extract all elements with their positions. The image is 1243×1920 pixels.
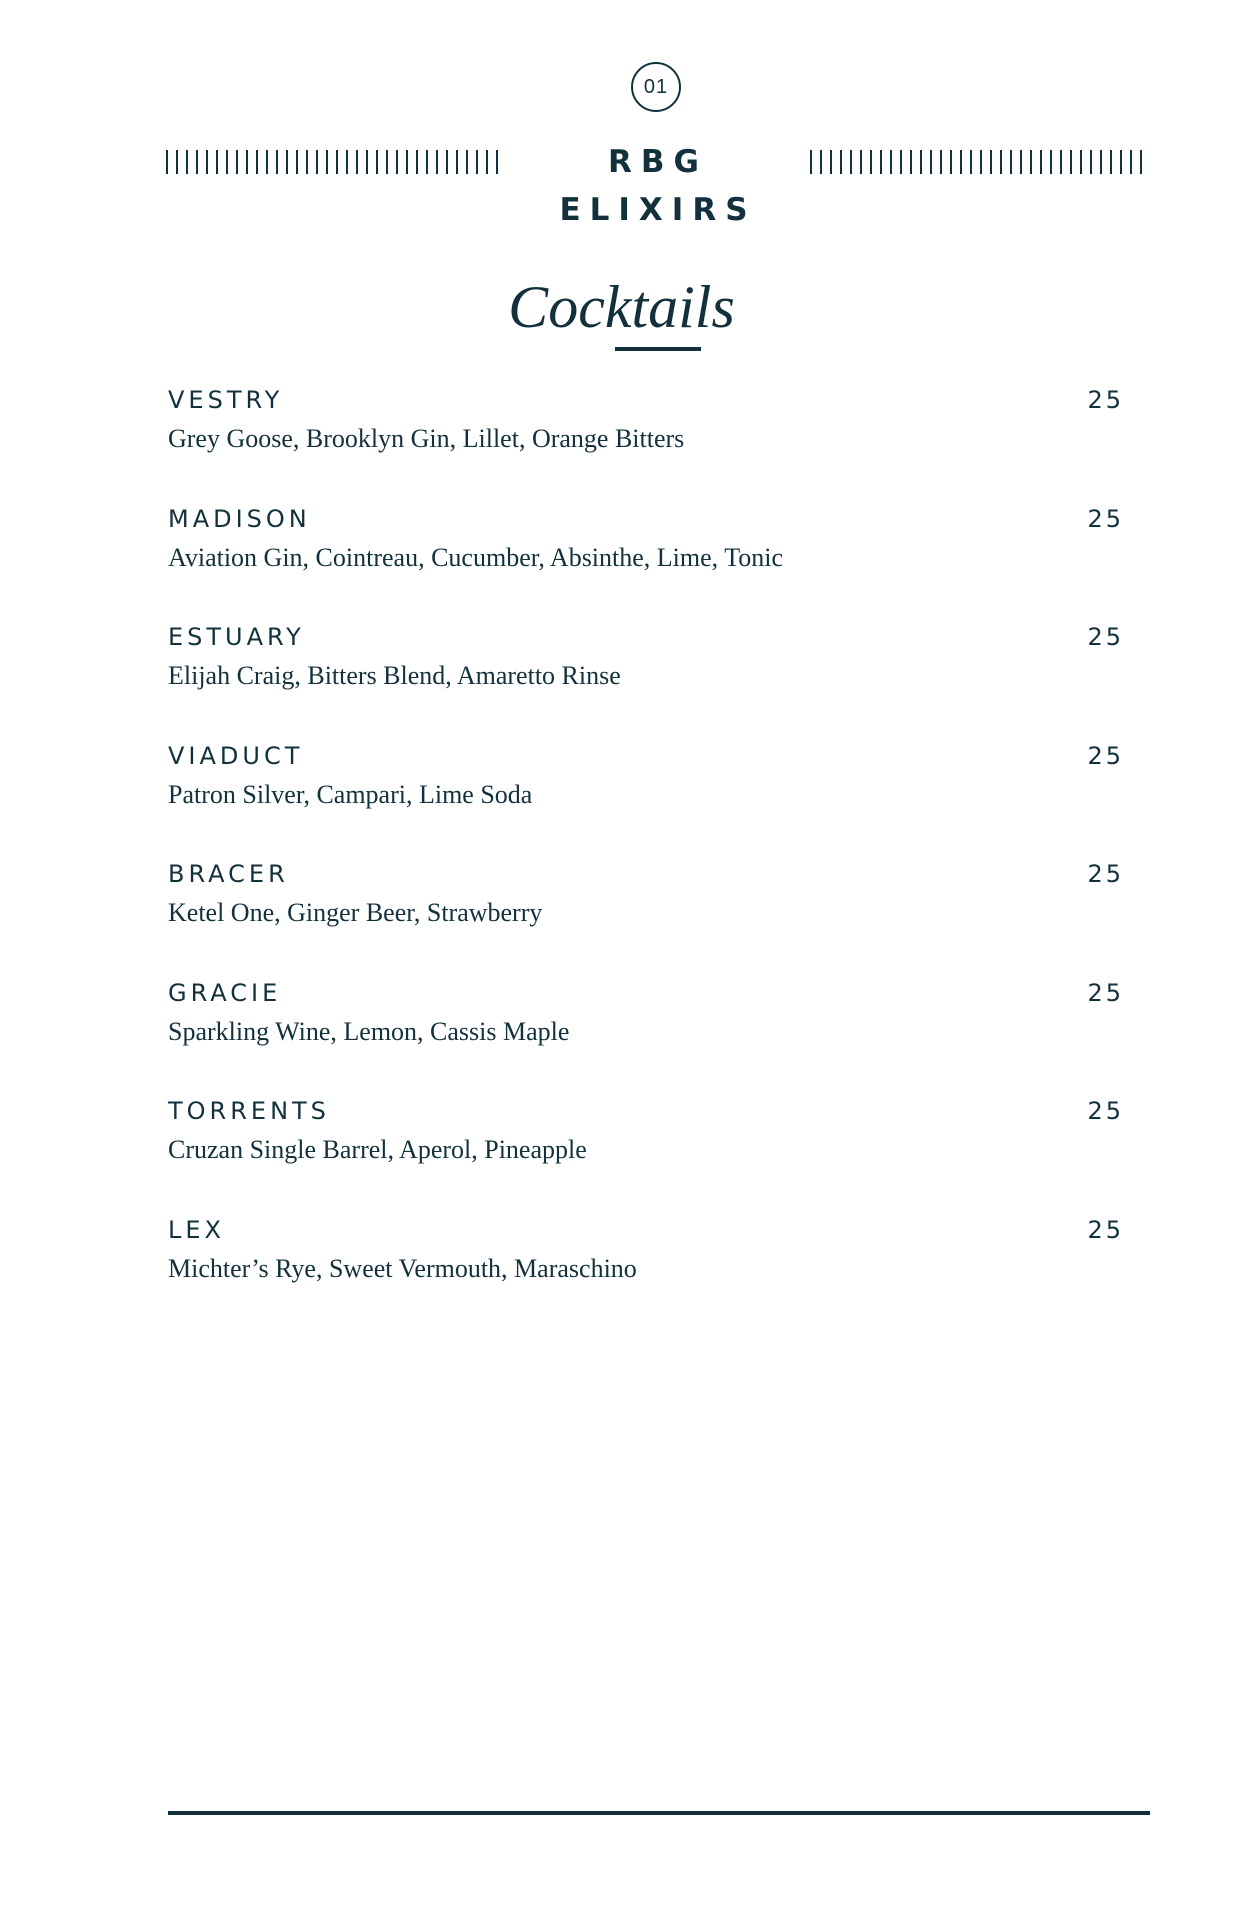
item-price: 25	[1087, 741, 1124, 770]
decorative-tick-rule-left	[166, 150, 506, 174]
item-description: Sparkling Wine, Lemon, Cassis Maple	[168, 1016, 570, 1046]
item-description: Ketel One, Ginger Beer, Strawberry	[168, 898, 543, 927]
item-name: VIADUCT	[168, 741, 304, 770]
menu-item	[168, 501, 1124, 620]
menu-item	[168, 738, 1124, 857]
item-name: MADISON	[168, 504, 311, 533]
item-description: Grey Goose, Brooklyn Gin, Lillet, Orange Bitters	[168, 424, 685, 453]
item-description: Patron Silver, Campari, Lime Soda	[168, 779, 533, 809]
menu-item	[168, 975, 1124, 1094]
menu-item	[168, 1093, 1124, 1212]
cocktail-menu-list	[168, 382, 1124, 1330]
brand-header	[166, 138, 1150, 228]
decorative-tick-rule-right	[810, 150, 1150, 174]
item-price: 25	[1087, 1215, 1124, 1244]
section-title: Cocktails	[508, 274, 735, 340]
item-price: 25	[1087, 504, 1124, 533]
footer-rule	[168, 1811, 1150, 1815]
item-name: LEX	[168, 1215, 225, 1244]
menu-item	[168, 382, 1124, 501]
title-underline	[615, 347, 701, 351]
menu-item	[168, 856, 1124, 975]
item-price: 25	[1087, 1097, 1124, 1125]
item-name: BRACER	[168, 860, 289, 888]
item-name: ESTUARY	[168, 623, 305, 651]
item-description: Cruzan Single Barrel, Aperol, Pineapple	[168, 1135, 587, 1164]
item-name: VESTRY	[168, 386, 284, 414]
menu-item	[168, 1212, 1124, 1331]
menu-item	[168, 619, 1124, 738]
item-description: Elijah Craig, Bitters Blend, Amaretto Rinse	[168, 661, 621, 690]
item-price: 25	[1087, 860, 1124, 888]
item-name: GRACIE	[168, 978, 282, 1007]
item-description: Michter’s Rye, Sweet Vermouth, Maraschino	[168, 1253, 637, 1283]
item-name: TORRENTS	[168, 1097, 330, 1125]
item-price: 25	[1087, 623, 1124, 651]
brand-name: RBG ELIXIRS	[559, 144, 757, 228]
item-description: Aviation Gin, Cointreau, Cucumber, Absinthe, Lime, Tonic	[168, 542, 784, 572]
item-price: 25	[1087, 978, 1124, 1007]
item-price: 25	[1087, 386, 1124, 414]
page-number-badge: 01	[631, 62, 681, 112]
